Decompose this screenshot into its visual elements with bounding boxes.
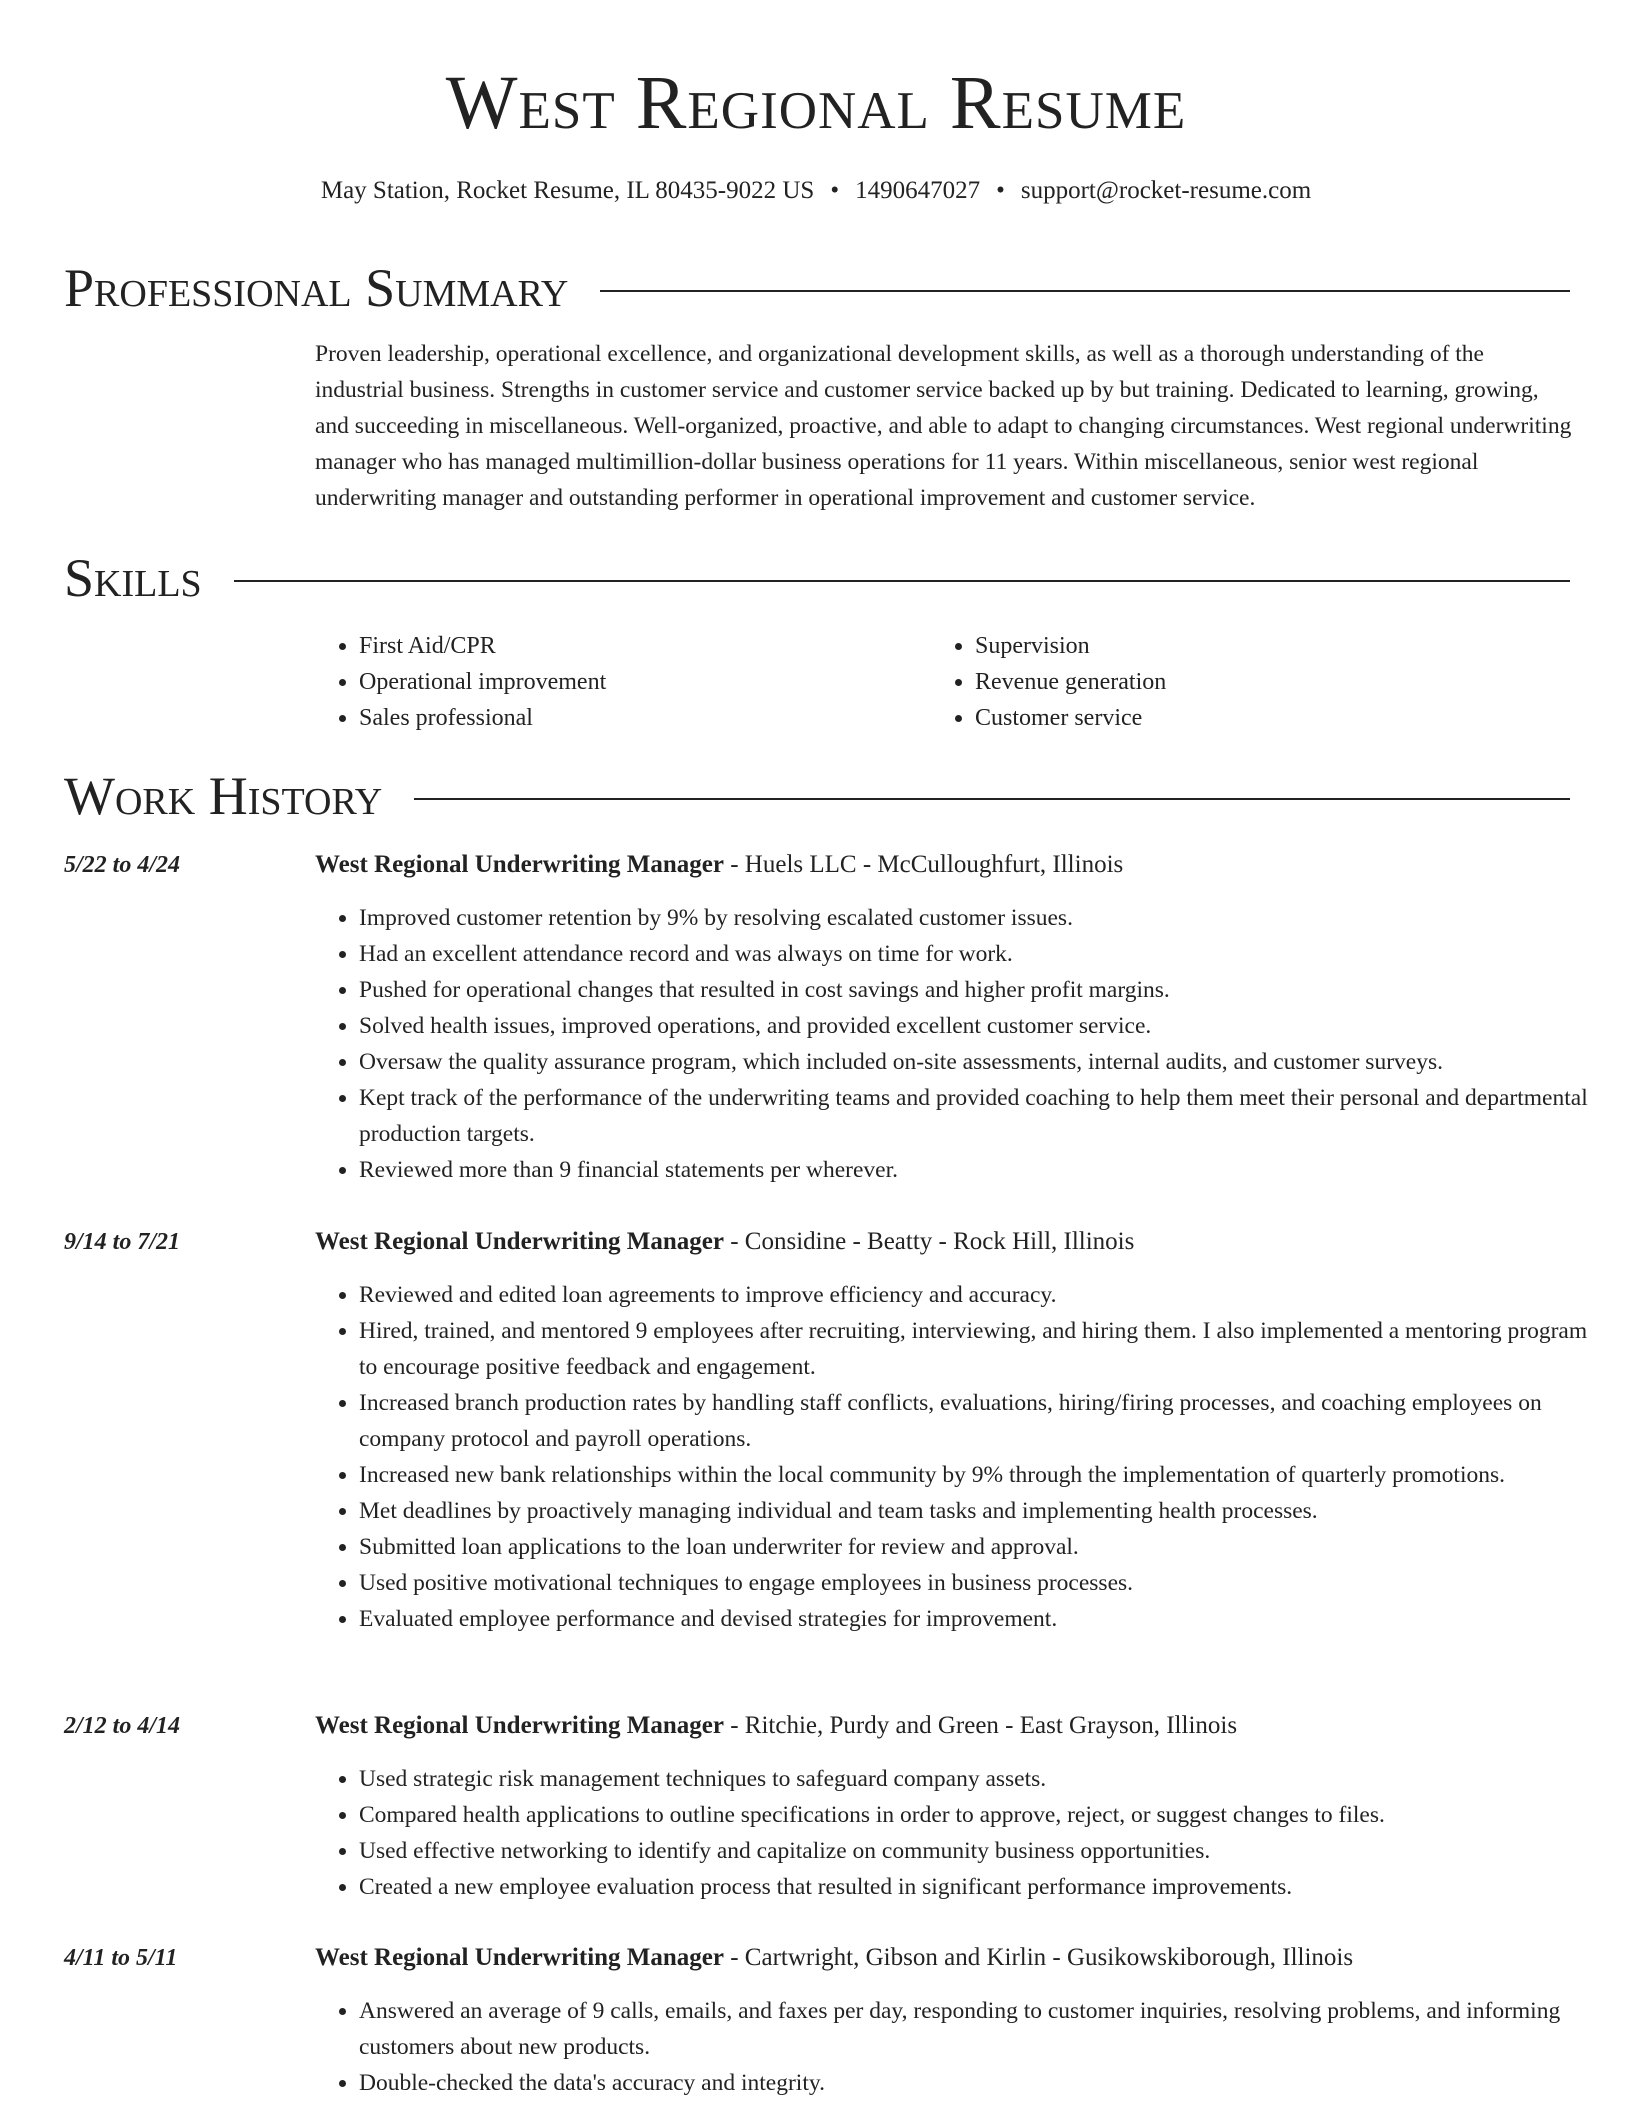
section-divider (600, 290, 1570, 292)
job-bullets (315, 900, 1595, 1188)
job-title: West Regional Underwriting Manager (315, 1944, 724, 1971)
skill-item: • Operational improvement (359, 664, 931, 700)
job-bullets (315, 1277, 1595, 1637)
job-title: West Regional Underwriting Manager (315, 1228, 724, 1255)
job-title: West Regional Underwriting Manager (315, 851, 724, 878)
skills-column-left (315, 628, 931, 736)
contact-email: support@rocket-resume.com (1020, 177, 1312, 204)
job-bullet: • Increased new bank relationships within the local community by 9% through the implementation of quarterly promotions. (359, 1457, 1595, 1493)
job-title-line (315, 1708, 1237, 1744)
job-company-location: - Ritchie, Purdy and Green - East Grayson, Illinois (723, 1712, 1238, 1739)
job-company-location: - Huels LLC - McCulloughfurt, Illinois (723, 851, 1124, 878)
contact-line (0, 174, 1632, 208)
job-bullet: • Increased branch production rates by handling staff conflicts, evaluations, hiring/firing processes, and coaching employees on company protocol and payroll operations. (359, 1385, 1595, 1457)
job-bullet: • Answered an average of 9 calls, emails, and faxes per day, responding to customer inquiries, resolving problems, and informing customers about new products. (359, 1993, 1595, 2065)
job-bullet: • Used effective networking to identify and capitalize on community business opportunities. (359, 1833, 1595, 1869)
job-title-line (315, 847, 1123, 883)
job-bullets (315, 1761, 1595, 1905)
skills-list (315, 628, 1575, 736)
job-bullet: • Met deadlines by proactively managing individual and team tasks and implementing health processes. (359, 1493, 1595, 1529)
job-bullet: • Created a new employee evaluation process that resulted in significant performance improvements. (359, 1869, 1595, 1905)
job-company-location: - Considine - Beatty - Rock Hill, Illinois (723, 1228, 1135, 1255)
job-dates: 9/14 to 7/21 (64, 1229, 181, 1255)
summary-section-header (64, 256, 1570, 320)
skills-section-title: Skills (64, 548, 202, 608)
work-section-title: Work History (64, 766, 383, 826)
summary-text: Proven leadership, operational excellence, and organizational development skills, as well as a thorough understanding of the industrial business. Strengths in customer service and customer service backed up by but training. Dedicated to learning, growing, and succeeding in miscellaneous. Well-organized, proactive, and able to adapt to changing circumstances. West regional underwriting manager who has managed multimillion-dollar business operations for 11 years. Within miscellaneous, senior west regional underwriting manager and outstanding performer in operational improvement and customer service. (315, 341, 1572, 511)
job-title-line (315, 1940, 1353, 1976)
job-dates: 4/11 to 5/11 (64, 1945, 178, 1971)
job-company-location: - Cartwright, Gibson and Kirlin - Gusikowskiborough, Illinois (723, 1944, 1354, 1971)
summary-section-title: Professional Summary (64, 258, 569, 318)
skills-column-right (931, 628, 1547, 736)
contact-separator: • (996, 177, 1005, 204)
skill-item: • First Aid/CPR (359, 628, 931, 664)
resume-name: West Regional Resume (445, 61, 1187, 145)
job-bullet: • Used positive motivational techniques to engage employees in business processes. (359, 1565, 1595, 1601)
contact-phone: 1490647027 (855, 177, 981, 204)
skill-item: • Revenue generation (975, 664, 1547, 700)
job-bullet: • Double-checked the data's accuracy and integrity. (359, 2065, 1595, 2101)
job-bullet: • Reviewed and edited loan agreements to improve efficiency and accuracy. (359, 1277, 1595, 1313)
job-bullet: • Improved customer retention by 9% by resolving escalated customer issues. (359, 900, 1595, 936)
job-bullet: • Evaluated employee performance and devised strategies for improvement. (359, 1601, 1595, 1637)
job-bullets (315, 1993, 1595, 2101)
job-bullet: • Had an excellent attendance record and was always on time for work. (359, 936, 1595, 972)
job-dates: 5/22 to 4/24 (64, 852, 181, 878)
skill-item: • Supervision (975, 628, 1547, 664)
skill-item: • Sales professional (359, 700, 931, 736)
job-bullet: • Oversaw the quality assurance program, which included on-site assessments, internal audits, and customer surveys. (359, 1044, 1595, 1080)
section-divider (414, 798, 1570, 800)
skill-item: • Customer service (975, 700, 1547, 736)
work-section-header (64, 764, 1570, 828)
job-title-line (315, 1224, 1134, 1260)
job-bullet: • Pushed for operational changes that resulted in cost savings and higher profit margins. (359, 972, 1595, 1008)
job-bullet: • Compared health applications to outline specifications in order to approve, reject, or suggest changes to files. (359, 1797, 1595, 1833)
skills-section-header (64, 546, 1570, 610)
job-bullet: • Solved health issues, improved operations, and provided excellent customer service. (359, 1008, 1595, 1044)
job-title: West Regional Underwriting Manager (315, 1712, 724, 1739)
job-bullet: • Hired, trained, and mentored 9 employees after recruiting, interviewing, and hiring them. I also implemented a mentoring program to encourage positive feedback and engagement. (359, 1313, 1595, 1385)
section-divider (234, 580, 1570, 582)
job-bullet: • Used strategic risk management techniques to safeguard company assets. (359, 1761, 1595, 1797)
job-bullet: • Reviewed more than 9 financial statements per wherever. (359, 1152, 1595, 1188)
contact-separator: • (830, 177, 840, 204)
job-bullet: • Kept track of the performance of the underwriting teams and provided coaching to help them meet their personal and departmental production targets. (359, 1080, 1595, 1152)
job-bullet: • Submitted loan applications to the loan underwriter for review and approval. (359, 1529, 1595, 1565)
job-dates: 2/12 to 4/14 (64, 1713, 181, 1739)
contact-address: May Station, Rocket Resume, IL 80435-9022 US (320, 177, 815, 204)
